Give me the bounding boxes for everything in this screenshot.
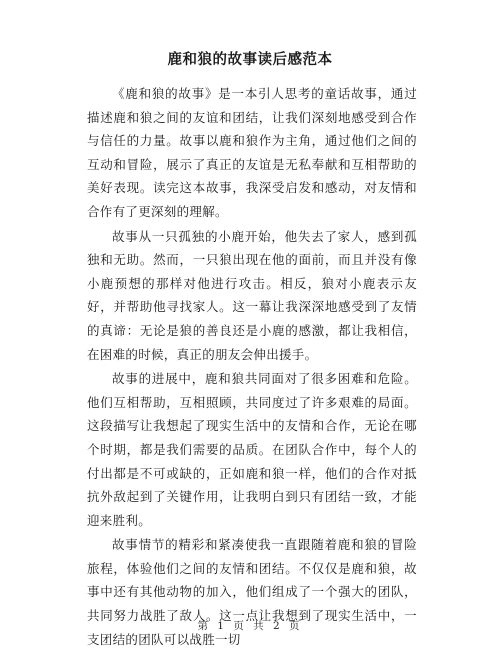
paragraph-3: 故事的进展中，鹿和狼共同面对了很多困难和危险。他们互相帮助，互相照顾，共同度过了许多艰难的局面。这段描写让我想起了现实生活中的友情和合作，无论在哪个时期，都是我们需要的品质。在团队合作中，每个人的付出都是不可或缺的，正如鹿和狼一样，他们的合作对抵抗外敌起到了关键作用，让我明白到只有团结一致，才能迎来胜利。 <box>87 371 417 528</box>
paragraph-2: 故事从一只孤独的小鹿开始，他失去了家人，感到孤独和无助。然而，一只狼出现在他的面前，而且并没有像小鹿预想的那样对他进行攻击。相反，狼对小鹿表示友好，并帮助他寻找家人。这一幕让我深深地感受到了友情的真谛：无论是狼的善良还是小鹿的感激，都让我相信，在困难的时候，真正的朋友会伸出援手。 <box>87 228 417 362</box>
paragraph-1: 《鹿和狼的故事》是一本引人思考的童话故事，通过描述鹿和狼之间的友谊和团结，让我们深刻地感受到合作与信任的力量。故事以鹿和狼作为主角，通过他们之间的互动和冒险，展示了真正的友谊是无私奉献和互相帮助的美好表现。读完这本故事，我深受启发和感动，对友情和合作有了更深刻的理解。 <box>87 86 417 219</box>
document-body <box>87 82 417 652</box>
document-title: 鹿和狼的故事读后感范本 <box>167 51 333 68</box>
page-number-footer: 第 1 页 共 2 页 <box>197 620 303 632</box>
paragraph-4: 故事情节的精彩和紧凑使我一直跟随着鹿和狼的冒险旅程，体验他们之间的友情和团结。不仅仅是鹿和狼，故事中还有其他动物的加入，他们组成了一个强大的团队，共同努力战胜了敌人。这一点让我想到了现实生活中，一支团结的团队可以战胜一切 <box>87 537 417 647</box>
